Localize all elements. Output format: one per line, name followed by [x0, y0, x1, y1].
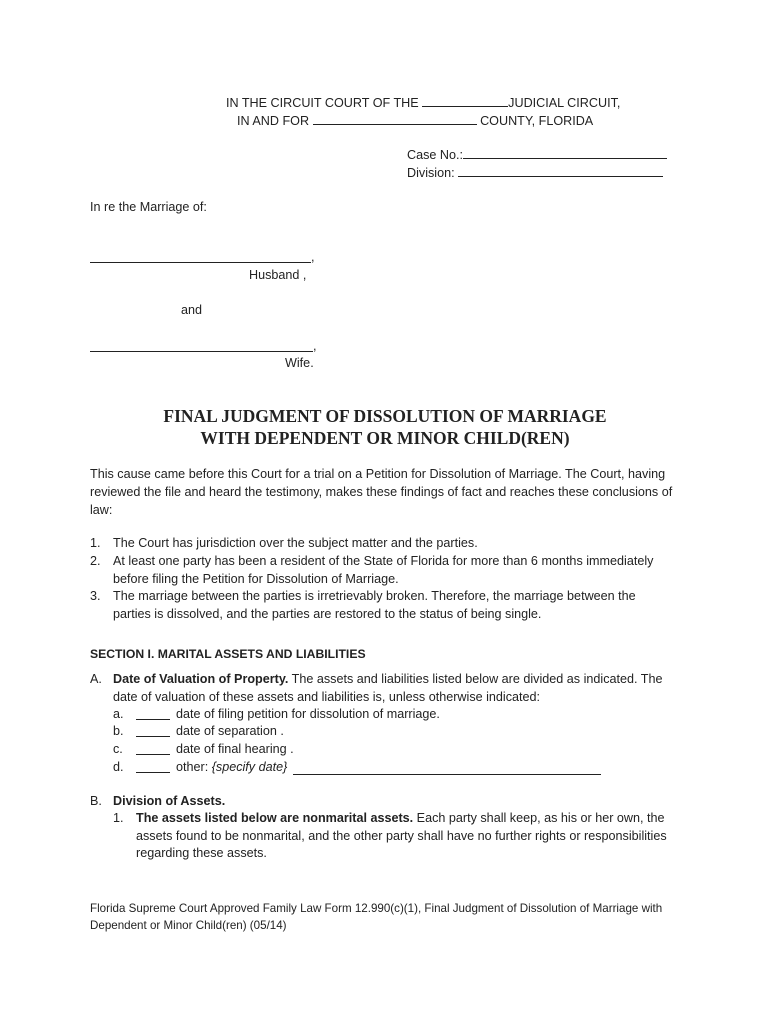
- husband-name-field[interactable]: [90, 262, 311, 263]
- section-b1-body: Each party shall keep, as his or her own, the assets found to be nonmarital, and the other party shall have no further rights or responsibilities regarding these assets.: [136, 811, 667, 860]
- finding-3-text: The marriage between the parties is irretrievably broken. Therefore, the marriage between the parties is dissolved, and the parties are restored to the status of being single.: [113, 589, 636, 621]
- section-a-heading: Date of Valuation of Property.: [113, 672, 289, 686]
- wife-comma: ,: [313, 339, 317, 353]
- court-header-line1-pre: IN THE CIRCUIT COURT OF THE: [226, 96, 419, 110]
- option-c-check-field[interactable]: [136, 741, 170, 755]
- section-a-text: [113, 671, 683, 706]
- wife-label: Wife.: [285, 356, 314, 370]
- section-b1-number: 1.: [113, 811, 124, 825]
- option-b-text: date of separation .: [176, 724, 284, 738]
- court-header-line1-post: JUDICIAL CIRCUIT,: [508, 96, 621, 110]
- husband-label: Husband ,: [249, 268, 307, 282]
- intro-paragraph: This cause came before this Court for a trial on a Petition for Dissolution of Marriage. The Court, having reviewed the file and heard the testimony, makes these findings of fact and reaches these conclusions of law:: [90, 467, 673, 517]
- option-d-text-italic: {specify date}: [211, 760, 288, 774]
- court-header-line2: [237, 112, 593, 130]
- division-row: [407, 164, 663, 182]
- and-label: and: [181, 303, 203, 317]
- case-number-row: [407, 146, 667, 164]
- court-header-line1: [226, 94, 620, 112]
- document-title-line1: FINAL JUDGMENT OF DISSOLUTION OF MARRIAGE: [163, 406, 607, 426]
- finding-1-number: 1.: [90, 536, 101, 550]
- option-d-check-field[interactable]: [136, 759, 170, 773]
- finding-3-number: 3.: [90, 589, 101, 603]
- section-b1-text: [136, 810, 684, 863]
- wife-name-field[interactable]: [90, 351, 313, 352]
- specify-date-field[interactable]: [293, 774, 601, 775]
- option-a-letter: a.: [113, 707, 124, 721]
- option-d-text-pre: other:: [176, 760, 212, 774]
- option-a-check-field[interactable]: [136, 706, 170, 720]
- option-c-letter: c.: [113, 742, 123, 756]
- court-header-line2-pre: IN AND FOR: [237, 114, 310, 128]
- husband-comma: ,: [311, 250, 315, 264]
- finding-1-text: The Court has jurisdiction over the subject matter and the parties.: [113, 536, 478, 550]
- finding-2-number: 2.: [90, 554, 101, 568]
- section-b1-heading: The assets listed below are nonmarital assets.: [136, 811, 414, 825]
- division-field[interactable]: [458, 164, 663, 177]
- case-number-label: Case No.:: [407, 148, 463, 162]
- option-b-letter: b.: [113, 724, 124, 738]
- division-label: Division:: [407, 166, 455, 180]
- circuit-number-field[interactable]: [422, 94, 508, 107]
- section-b-heading: Division of Assets.: [113, 794, 226, 808]
- county-field[interactable]: [313, 112, 477, 125]
- section-a-letter: A.: [90, 672, 102, 686]
- document-title-line2: WITH DEPENDENT OR MINOR CHILD(REN): [200, 428, 570, 448]
- option-d-text: [176, 759, 287, 776]
- section-a-body: The assets and liabilities listed below are divided as indicated. The date of valuation of these assets and liabilities is, unless otherwise indicated:: [113, 672, 663, 704]
- court-header-line2-post: COUNTY, FLORIDA: [480, 114, 594, 128]
- option-a-text: date of filing petition for dissolution of marriage.: [176, 707, 440, 721]
- option-c-text: date of final hearing .: [176, 742, 294, 756]
- section-b-letter: B.: [90, 794, 102, 808]
- finding-2-text: At least one party has been a resident of the State of Florida for more than 6 months immediately before filing the Petition for Dissolution of Marriage.: [113, 554, 654, 586]
- case-number-field[interactable]: [463, 146, 667, 159]
- section-1-heading: SECTION I. MARITAL ASSETS AND LIABILITIES: [90, 647, 366, 661]
- option-d-letter: d.: [113, 760, 124, 774]
- in-re-label: In re the Marriage of:: [90, 200, 207, 214]
- option-b-check-field[interactable]: [136, 723, 170, 737]
- form-footer: Florida Supreme Court Approved Family Law Form 12.990(c)(1), Final Judgment of Dissolution of Marriage with Dependent or Minor Child(ren) (05/14): [90, 902, 663, 932]
